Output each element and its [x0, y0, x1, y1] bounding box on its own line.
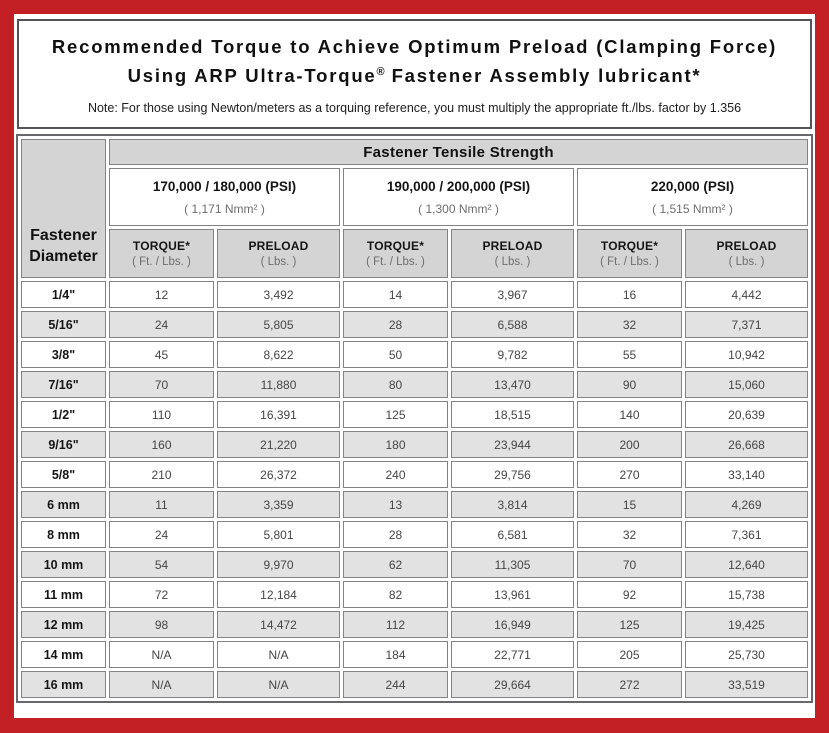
- preload-value-cell: 4,269: [685, 491, 808, 518]
- torque-value-cell: 13: [343, 491, 448, 518]
- torque-column-header-3: [577, 229, 682, 278]
- preload-value-cell: 9,970: [217, 551, 340, 578]
- torque-column-header-2: [343, 229, 448, 278]
- fastener-diameter-cell: 12 mm: [21, 611, 106, 638]
- preload-units: ( Lbs. ): [494, 256, 531, 269]
- preload-value-cell: 5,801: [217, 521, 340, 548]
- torque-value-cell: 80: [343, 371, 448, 398]
- preload-value-cell: 12,640: [685, 551, 808, 578]
- torque-value-cell: 54: [109, 551, 214, 578]
- fastener-diameter-cell: 7/16": [21, 371, 106, 398]
- table-row: [21, 401, 808, 428]
- preload-value-cell: 7,361: [685, 521, 808, 548]
- preload-label: PRELOAD: [716, 239, 777, 254]
- torque-value-cell: 16: [577, 281, 682, 308]
- table-row: [21, 611, 808, 638]
- torque-value-cell: 50: [343, 341, 448, 368]
- torque-value-cell: 55: [577, 341, 682, 368]
- torque-value-cell: 32: [577, 521, 682, 548]
- torque-value-cell: 180: [343, 431, 448, 458]
- preload-value-cell: 22,771: [451, 641, 574, 668]
- preload-value-cell: 20,639: [685, 401, 808, 428]
- torque-value-cell: 72: [109, 581, 214, 608]
- table-row: [21, 581, 808, 608]
- preload-label: PRELOAD: [248, 239, 309, 254]
- preload-value-cell: 3,359: [217, 491, 340, 518]
- preload-value-cell: 4,442: [685, 281, 808, 308]
- preload-value-cell: 21,220: [217, 431, 340, 458]
- torque-value-cell: 160: [109, 431, 214, 458]
- preload-value-cell: 16,391: [217, 401, 340, 428]
- fastener-diameter-header: [21, 139, 106, 278]
- table-row: [21, 551, 808, 578]
- preload-value-cell: 29,664: [451, 671, 574, 698]
- torque-column-header-1: [109, 229, 214, 278]
- nmm-label: ( 1,515 Nmm² ): [652, 201, 733, 216]
- torque-value-cell: N/A: [109, 671, 214, 698]
- torque-value-cell: 270: [577, 461, 682, 488]
- preload-units: ( Lbs. ): [728, 256, 765, 269]
- torque-value-cell: 140: [577, 401, 682, 428]
- nmm-label: ( 1,171 Nmm² ): [184, 201, 265, 216]
- preload-value-cell: 3,967: [451, 281, 574, 308]
- preload-value-cell: 14,472: [217, 611, 340, 638]
- fastener-diameter-cell: 8 mm: [21, 521, 106, 548]
- fastener-diameter-cell: 3/8": [21, 341, 106, 368]
- torque-value-cell: 28: [343, 311, 448, 338]
- table-row: [21, 431, 808, 458]
- preload-value-cell: 5,805: [217, 311, 340, 338]
- preload-value-cell: 29,756: [451, 461, 574, 488]
- torque-label: TORQUE*: [132, 239, 191, 254]
- torque-value-cell: N/A: [109, 641, 214, 668]
- preload-value-cell: N/A: [217, 671, 340, 698]
- preload-value-cell: N/A: [217, 641, 340, 668]
- content-area: [14, 14, 815, 718]
- table-row: [21, 641, 808, 668]
- table-row: [21, 371, 808, 398]
- torque-value-cell: 112: [343, 611, 448, 638]
- table-row: [21, 311, 808, 338]
- torque-value-cell: 70: [109, 371, 214, 398]
- fastener-diameter-cell: 6 mm: [21, 491, 106, 518]
- preload-units: ( Lbs. ): [260, 256, 297, 269]
- title-box: [17, 19, 812, 129]
- torque-value-cell: 184: [343, 641, 448, 668]
- fastener-diameter-header-line2: Diameter: [29, 247, 98, 265]
- torque-value-cell: 90: [577, 371, 682, 398]
- fastener-diameter-cell: 5/16": [21, 311, 106, 338]
- fastener-diameter-cell: 9/16": [21, 431, 106, 458]
- torque-value-cell: 15: [577, 491, 682, 518]
- torque-value-cell: 24: [109, 311, 214, 338]
- torque-value-cell: 205: [577, 641, 682, 668]
- torque-value-cell: 110: [109, 401, 214, 428]
- fastener-diameter-cell: 10 mm: [21, 551, 106, 578]
- preload-column-header-2: [451, 229, 574, 278]
- psi-label: 220,000 (PSI): [650, 178, 735, 194]
- preload-value-cell: 6,588: [451, 311, 574, 338]
- torque-value-cell: 45: [109, 341, 214, 368]
- torque-value-cell: 200: [577, 431, 682, 458]
- psi-group-header-220: [577, 168, 808, 226]
- torque-value-cell: 125: [343, 401, 448, 428]
- torque-value-cell: 82: [343, 581, 448, 608]
- torque-value-cell: 32: [577, 311, 682, 338]
- torque-units: ( Ft. / Lbs. ): [600, 256, 659, 269]
- preload-value-cell: 8,622: [217, 341, 340, 368]
- table-row: [21, 671, 808, 698]
- torque-value-cell: 62: [343, 551, 448, 578]
- torque-label: TORQUE*: [600, 239, 659, 254]
- preload-column-header-3: [685, 229, 808, 278]
- fastener-diameter-cell: 16 mm: [21, 671, 106, 698]
- preload-value-cell: 3,492: [217, 281, 340, 308]
- table-row: [21, 281, 808, 308]
- fastener-diameter-cell: 14 mm: [21, 641, 106, 668]
- torque-units: ( Ft. / Lbs. ): [366, 256, 425, 269]
- preload-value-cell: 7,371: [685, 311, 808, 338]
- table-body: [21, 281, 808, 698]
- psi-label: 170,000 / 180,000 (PSI): [152, 178, 297, 194]
- preload-value-cell: 23,944: [451, 431, 574, 458]
- torque-value-cell: 240: [343, 461, 448, 488]
- page-title-line1: Recommended Torque to Achieve Optimum Preload (Clamping Force): [51, 36, 778, 57]
- preload-column-header-1: [217, 229, 340, 278]
- page-title-line2: [25, 62, 804, 91]
- torque-value-cell: 12: [109, 281, 214, 308]
- preload-value-cell: 16,949: [451, 611, 574, 638]
- preload-value-cell: 18,515: [451, 401, 574, 428]
- table-row: [21, 491, 808, 518]
- table-header: [21, 139, 808, 278]
- table-row: [21, 521, 808, 548]
- torque-value-cell: 70: [577, 551, 682, 578]
- preload-value-cell: 13,961: [451, 581, 574, 608]
- torque-value-cell: 28: [343, 521, 448, 548]
- torque-value-cell: 125: [577, 611, 682, 638]
- preload-value-cell: 9,782: [451, 341, 574, 368]
- preload-value-cell: 33,519: [685, 671, 808, 698]
- preload-value-cell: 11,880: [217, 371, 340, 398]
- fastener-diameter-cell: 5/8": [21, 461, 106, 488]
- torque-value-cell: 11: [109, 491, 214, 518]
- psi-group-header-170-180: [109, 168, 340, 226]
- preload-value-cell: 12,184: [217, 581, 340, 608]
- preload-value-cell: 10,942: [685, 341, 808, 368]
- torque-units: ( Ft. / Lbs. ): [132, 256, 191, 269]
- title-line2-post: Fastener Assembly lubricant*: [384, 64, 702, 86]
- psi-label: 190,000 / 200,000 (PSI): [386, 178, 531, 194]
- preload-value-cell: 3,814: [451, 491, 574, 518]
- preload-value-cell: 26,668: [685, 431, 808, 458]
- psi-group-header-190-200: [343, 168, 574, 226]
- fastener-diameter-cell: 1/4": [21, 281, 106, 308]
- preload-label: PRELOAD: [482, 239, 543, 254]
- title-line2-pre: Using ARP Ultra-Torque: [127, 64, 377, 86]
- conversion-note: Note: For those using Newton/meters as a torquing reference, you must multiply the appropriate ft./lbs. factor by 1.356: [87, 101, 742, 116]
- torque-value-cell: 92: [577, 581, 682, 608]
- preload-value-cell: 15,060: [685, 371, 808, 398]
- torque-value-cell: 272: [577, 671, 682, 698]
- fastener-diameter-cell: 11 mm: [21, 581, 106, 608]
- preload-value-cell: 15,738: [685, 581, 808, 608]
- torque-value-cell: 14: [343, 281, 448, 308]
- torque-table: [16, 134, 813, 703]
- tensile-strength-header: Fastener Tensile Strength: [109, 139, 808, 165]
- preload-value-cell: 25,730: [685, 641, 808, 668]
- torque-value-cell: 210: [109, 461, 214, 488]
- registered-trademark-symbol: ®: [376, 65, 385, 78]
- preload-value-cell: 26,372: [217, 461, 340, 488]
- fastener-diameter-header-line1: Fastener: [30, 226, 97, 244]
- fastener-diameter-cell: 1/2": [21, 401, 106, 428]
- preload-value-cell: 6,581: [451, 521, 574, 548]
- table-row: [21, 461, 808, 488]
- preload-value-cell: 19,425: [685, 611, 808, 638]
- nmm-label: ( 1,300 Nmm² ): [418, 201, 499, 216]
- torque-value-cell: 98: [109, 611, 214, 638]
- table-row: [21, 341, 808, 368]
- torque-value-cell: 24: [109, 521, 214, 548]
- torque-label: TORQUE*: [366, 239, 425, 254]
- preload-value-cell: 13,470: [451, 371, 574, 398]
- preload-value-cell: 11,305: [451, 551, 574, 578]
- torque-value-cell: 244: [343, 671, 448, 698]
- preload-value-cell: 33,140: [685, 461, 808, 488]
